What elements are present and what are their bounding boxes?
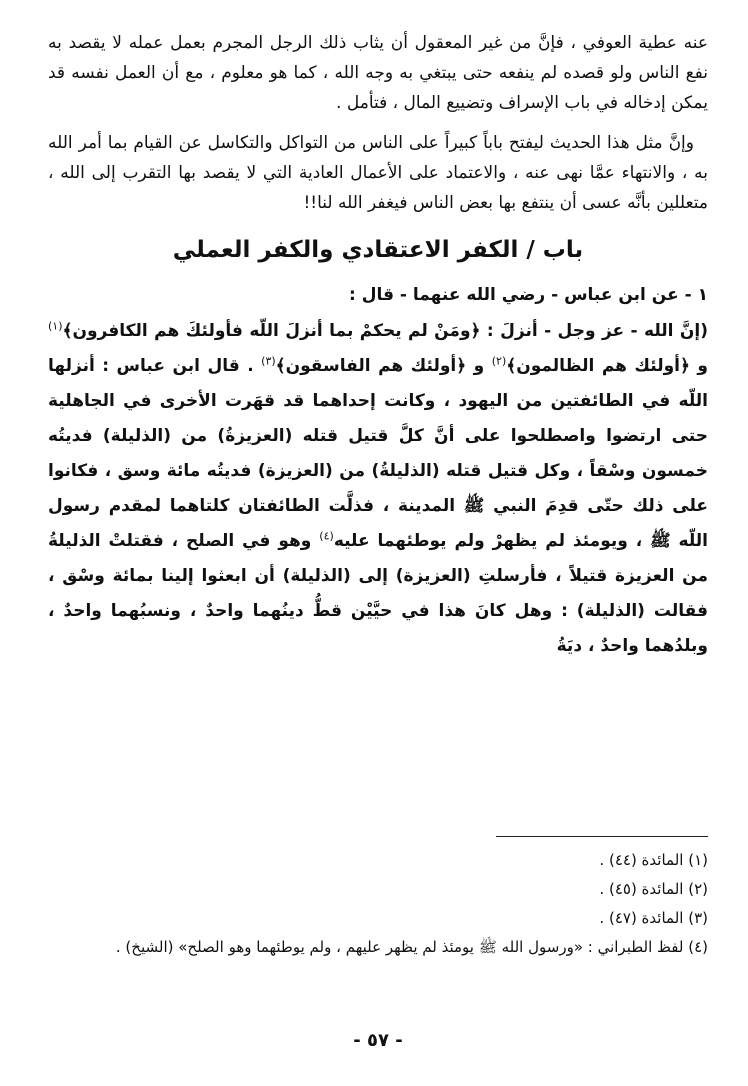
book-page xyxy=(48,28,708,1086)
footnote-ref-3: (٣) xyxy=(261,354,276,368)
footnote-divider xyxy=(496,836,708,837)
hadith-text-part-4: . قال ابن عباس : أنزلها اللّه في الطائفتين من اليهود ، وكانت إحداهما قد قهَرت الأخرى في الجاهلية حتى ارتضوا واصطلحوا على أنَّ كلَّ قتيل قتله (العزيزةُ) من (الذليلة) فديتُه خمسون وسْقاً ، وكل قتيل قتله (الذليلةُ) من (العزيزة) فديتُه مائة وسق ، فكانوا على ذلك حتّى قدِمَ النبي ﷺ المدينة ، فذلَّت الطائفتان كلتاهما لمقدم رسول اللّه ﷺ ، ويومئذ لم يظهرْ ولم يوطئهما عليه xyxy=(48,356,709,551)
footnote-4: (٤) لفظ الطبراني : «ورسول الله ﷺ يومئذ لم يظهر عليهم ، ولم يوطئهما وهو الصلح» (الشيخ) . xyxy=(115,938,708,956)
footnote-ref-2: (٢) xyxy=(491,354,507,368)
footnotes-list xyxy=(48,846,708,962)
footnote-3: (٣) المائدة (٤٧) . xyxy=(599,909,708,927)
hadith-text-part-5: وهو في الصلح ، فقتلتْ الذليلةُ من العزيزة قتيلاً ، فأرسلتِ (العزيزة) إلى (الذليلة) أن ابعثوا إلينا بمائة وسْق ، فقالت (الذليلة) : وهل كانَ هذا في حيَّيْن قطُّ دينُهما واحدٌ ، ونسبُهما واحدٌ ، وبلدُهما واحدٌ ، ديَةُ xyxy=(48,531,708,656)
body-paragraph-1: عنه عطية العوفي ، فإنَّ من غير المعقول أن يثاب ذلك الرجل المجرم بعمل عمله لا يقصد به نفع الناس ولو قصده لم ينفعه حتى يبتغي به وجه الله ، كما هو معلوم ، مع أن العمل نفسه قد يمكن إدخاله في باب الإسراف وتضييع المال ، فتأمل . xyxy=(48,33,708,113)
hadith-text-part-2: و ﴿أولئك هم الظالمون﴾ xyxy=(506,356,708,376)
footnote-2: (٢) المائدة (٤٥) . xyxy=(599,880,708,898)
body-paragraph-2: وإنَّ مثل هذا الحديث ليفتح باباً كبيراً على الناس من التواكل والتكاسل عن القيام بما أمر الله به ، والانتهاء عمَّا نهى عنه ، والاعتماد على الأعمال العادية التي لا يقصد بها التقرب إلى الله ، متعللين بأنَّه عسى أن ينتفع بها بعض الناس فيغفر الله لنا!! xyxy=(48,133,708,213)
hadith-text-part-1: (إنَّ الله - عز وجل - أنزلَ : ﴿ومَنْ لم يحكمْ بما أنزلَ اللّه فأولئكَ هم الكافرون﴾ xyxy=(62,321,708,341)
hadith-intro: ١ - عن ابن عباس - رضي الله عنهما - قال : xyxy=(349,285,708,305)
footnote-ref-1: (١) xyxy=(48,319,63,333)
hadith-text-part-3: و ﴿أولئك هم الفاسقون﴾ xyxy=(275,356,492,376)
chapter-title: باب / الكفر الاعتقادي والكفر العملي xyxy=(172,237,584,263)
footnote-ref-4: (٤) xyxy=(319,529,334,543)
page-number: - ٥٧ - xyxy=(353,1030,403,1051)
footnote-1: (١) المائدة (٤٤) . xyxy=(599,851,708,869)
hadith-text xyxy=(48,314,708,664)
